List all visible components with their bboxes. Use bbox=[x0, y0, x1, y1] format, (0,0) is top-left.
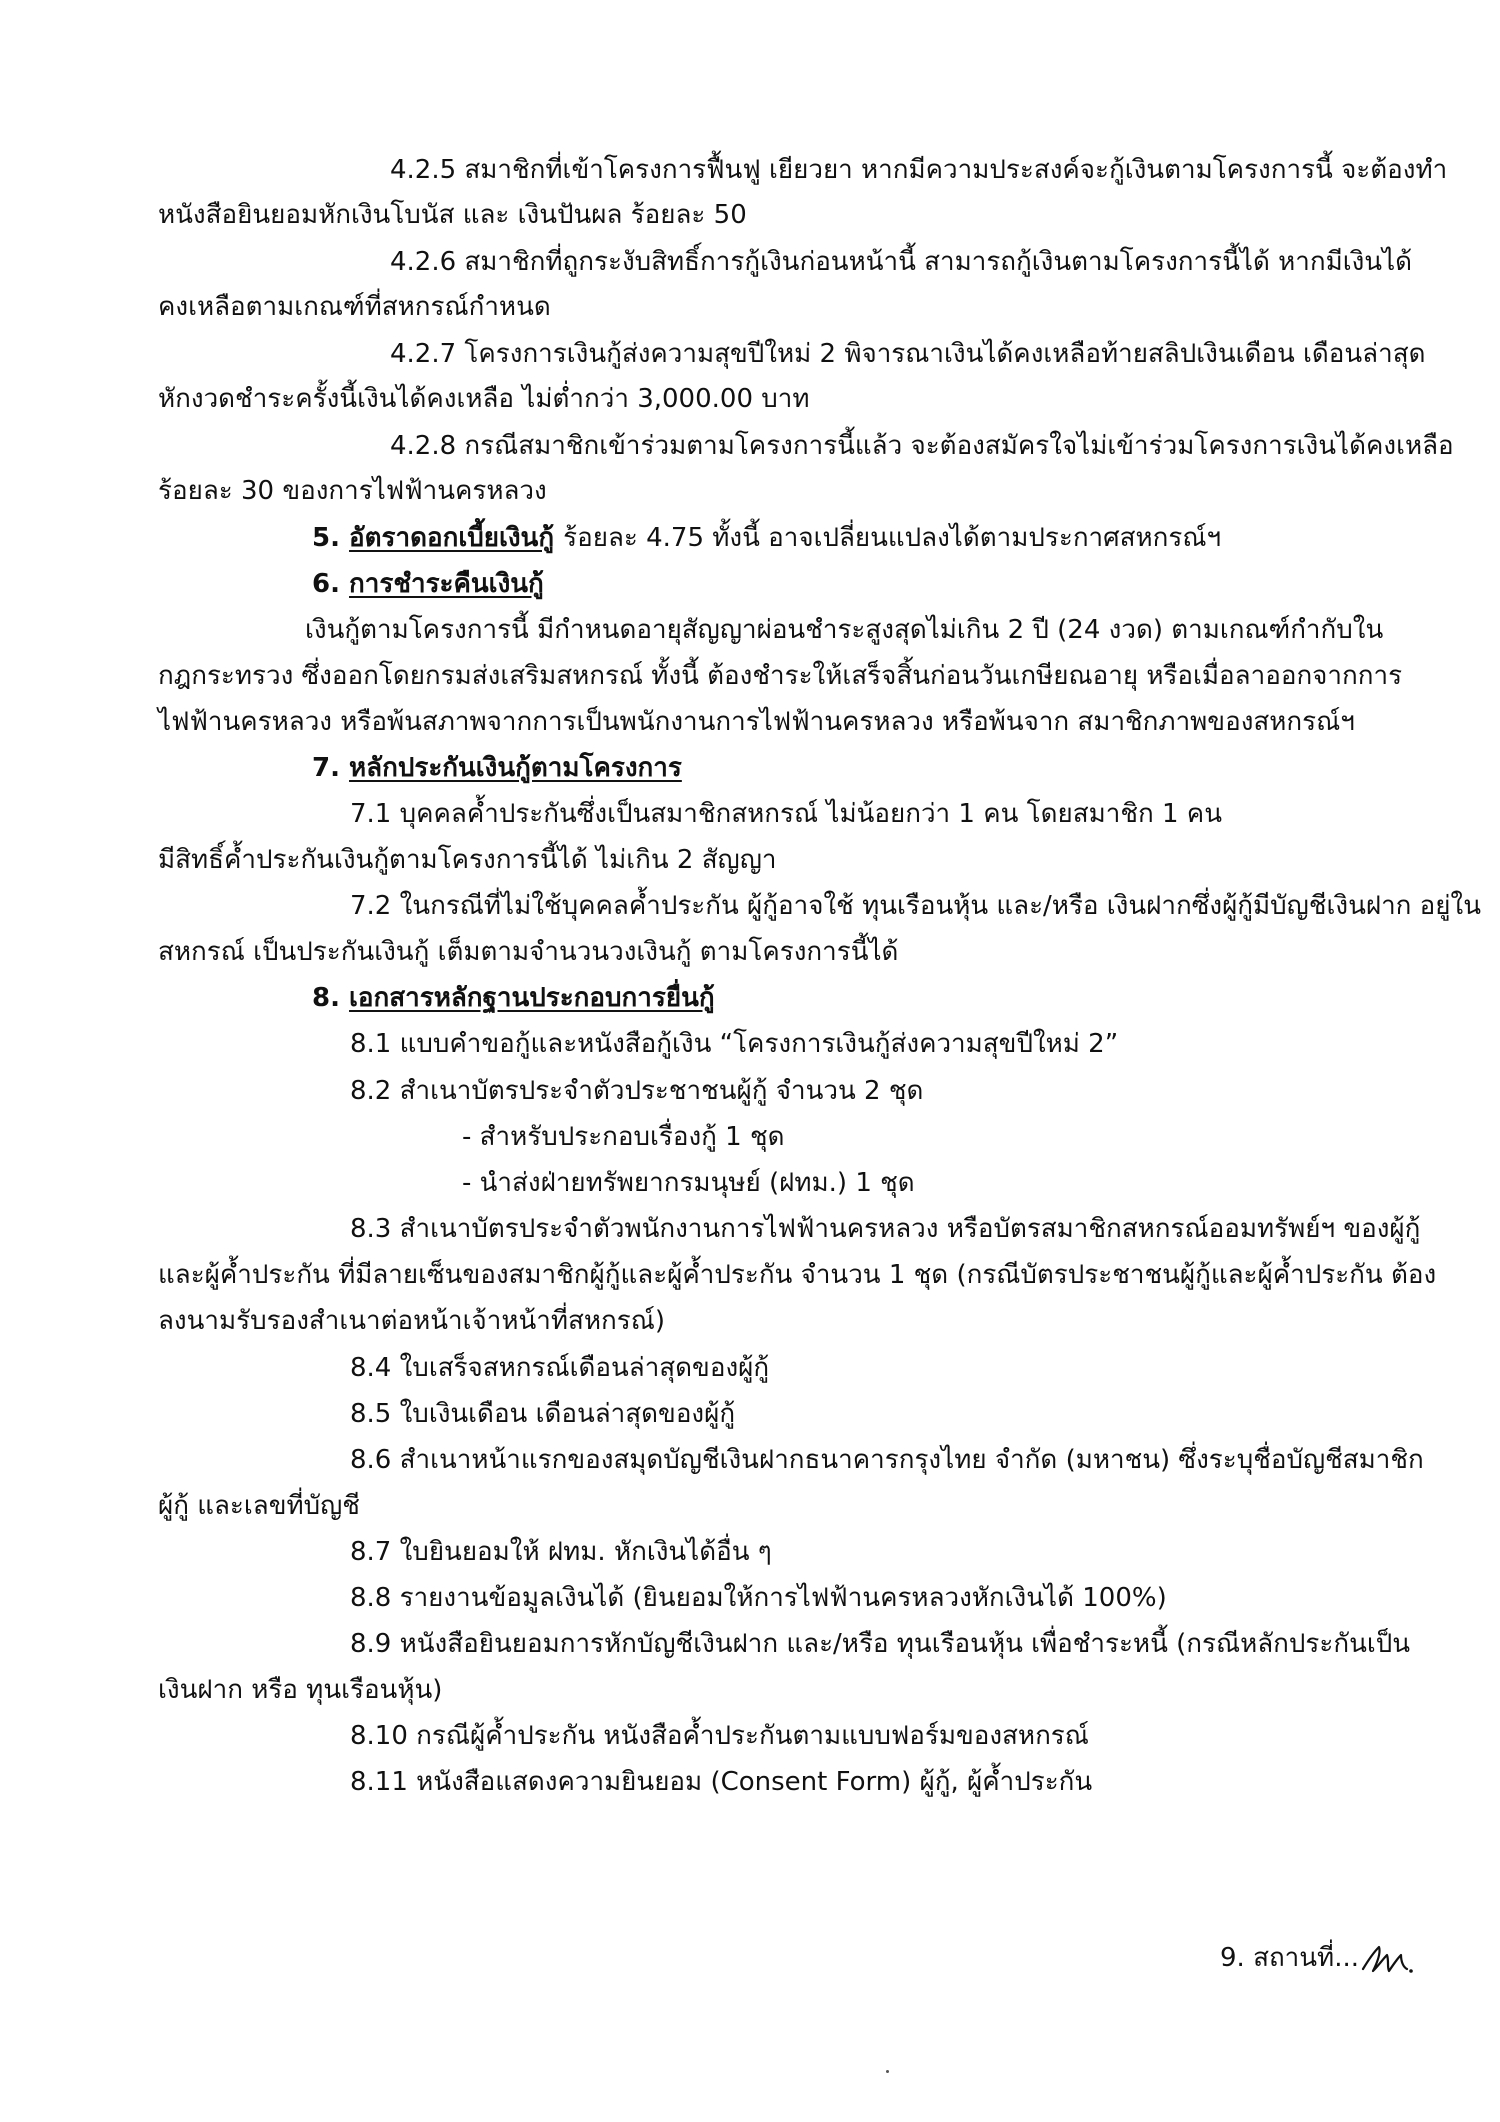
scan-speck bbox=[886, 2070, 889, 2073]
item-8-3-line-2: และผู้ค้ำประกัน ที่มีลายเซ็นของสมาชิกผู้กู้และผู้ค้ำประกัน จำนวน 1 ชุด (กรณีบัตรประชาชนผู้กู้และผู้ค้ำประกัน ต้อง bbox=[158, 1260, 1437, 1290]
item-8-1: 8.1 แบบคำขอกู้และหนังสือกู้เงิน “โครงการเงินกู้ส่งความสุขปีใหม่ 2” bbox=[350, 1029, 1119, 1059]
item-8-2-sub-1: - สำหรับประกอบเรื่องกู้ 1 ชุด bbox=[462, 1122, 785, 1152]
clause-4-2-8-line-2: ร้อยละ 30 ของการไฟฟ้านครหลวง bbox=[158, 476, 547, 506]
clause-7-2-line-1: 7.2 ในกรณีที่ไม่ใช้บุคคลค้ำประกัน ผู้กู้อาจใช้ ทุนเรือนหุ้น และ/หรือ เงินฝากซึ่งผู้กู้มีบัญชีเงินฝาก อยู่ใน bbox=[350, 891, 1481, 921]
clause-4-2-5-line-1: 4.2.5 สมาชิกที่เข้าโครงการฟื้นฟู เยียวยา หากมีความประสงค์จะกู้เงินตามโครงการนี้ จะต้องทำ bbox=[390, 155, 1448, 185]
item-8-9-line-2: เงินฝาก หรือ ทุนเรือนหุ้น) bbox=[158, 1675, 443, 1705]
section-7-title: หลักประกันเงินกู้ตามโครงการ bbox=[349, 753, 682, 783]
item-8-2-sub-2: - นำส่งฝ่ายทรัพยากรมนุษย์ (ฝทม.) 1 ชุด bbox=[462, 1168, 915, 1198]
item-8-2: 8.2 สำเนาบัตรประจำตัวประชาชนผู้กู้ จำนวน 2 ชุด bbox=[350, 1076, 924, 1106]
continuation-text: 9. สถานที่... bbox=[1220, 1943, 1359, 1973]
clause-4-2-6-line-1: 4.2.6 สมาชิกที่ถูกระงับสิทธิ์การกู้เงินก่อนหน้านี้ สามารถกู้เงินตามโครงการนี้ได้ หากมีเงินได้ bbox=[390, 247, 1413, 277]
section-5-number: 5. bbox=[312, 523, 340, 553]
section-6-para-line-1: เงินกู้ตามโครงการนี้ มีกำหนดอายุสัญญาผ่อนชำระสูงสุดไม่เกิน 2 ปี (24 งวด) ตามเกณฑ์กำกับใน bbox=[305, 615, 1384, 645]
clause-4-2-5-line-2: หนังสือยินยอมหักเงินโบนัส และ เงินปันผล ร้อยละ 50 bbox=[158, 200, 747, 230]
clause-4-2-7-line-1: 4.2.7 โครงการเงินกู้ส่งความสุขปีใหม่ 2 พิจารณาเงินได้คงเหลือท้ายสลิปเงินเดือน เดือนล่าสุด bbox=[390, 339, 1426, 369]
section-7-heading bbox=[312, 750, 682, 786]
item-8-3-line-3: ลงนามรับรองสำเนาต่อหน้าเจ้าหน้าที่สหกรณ์) bbox=[158, 1306, 665, 1336]
section-7-number: 7. bbox=[312, 753, 340, 783]
clause-4-2-7-line-2: หักงวดชำระครั้งนี้เงินได้คงเหลือ ไม่ต่ำกว่า 3,000.00 บาท bbox=[158, 384, 810, 414]
section-6-para-line-2: กฎกระทรวง ซึ่งออกโดยกรมส่งเสริมสหกรณ์ ทั้งนี้ ต้องชำระให้เสร็จสิ้นก่อนวันเกษียณอายุ หรือเมื่อลาออกจากการ bbox=[158, 661, 1403, 691]
item-8-5: 8.5 ใบเงินเดือน เดือนล่าสุดของผู้กู้ bbox=[350, 1399, 736, 1429]
section-8-number: 8. bbox=[312, 983, 340, 1013]
section-6-number: 6. bbox=[312, 569, 340, 599]
clause-4-2-6-line-2: คงเหลือตามเกณฑ์ที่สหกรณ์กำหนด bbox=[158, 292, 551, 322]
item-8-7: 8.7 ใบยินยอมให้ ฝทม. หักเงินได้อื่น ๆ bbox=[350, 1537, 772, 1567]
item-8-3-line-1: 8.3 สำเนาบัตรประจำตัวพนักงานการไฟฟ้านครหลวง หรือบัตรสมาชิกสหกรณ์ออมทรัพย์ฯ ของผู้กู้ bbox=[350, 1214, 1421, 1244]
item-8-6-line-2: ผู้กู้ และเลขที่บัญชี bbox=[158, 1491, 360, 1521]
section-6-heading bbox=[312, 566, 544, 602]
item-8-11: 8.11 หนังสือแสดงความยินยอม (Consent Form) ผู้กู้, ผู้ค้ำประกัน bbox=[350, 1767, 1093, 1797]
item-8-10: 8.10 กรณีผู้ค้ำประกัน หนังสือค้ำประกันตามแบบฟอร์มของสหกรณ์ bbox=[350, 1721, 1089, 1751]
clause-7-1-line-2: มีสิทธิ์ค้ำประกันเงินกู้ตามโครงการนี้ได้ ไม่เกิน 2 สัญญา bbox=[158, 845, 777, 875]
section-5-title: อัตราดอกเบี้ยเงินกู้ bbox=[349, 523, 555, 553]
section-5-heading bbox=[312, 520, 1221, 556]
item-8-9-line-1: 8.9 หนังสือยินยอมการหักบัญชีเงินฝาก และ/หรือ ทุนเรือนหุ้น เพื่อชำระหนี้ (กรณีหลักประกันเป็น bbox=[350, 1629, 1411, 1659]
clause-7-1-line-1: 7.1 บุคคลค้ำประกันซึ่งเป็นสมาชิกสหกรณ์ ไม่น้อยกว่า 1 คน โดยสมาชิก 1 คน bbox=[350, 799, 1222, 829]
clause-7-2-line-2: สหกรณ์ เป็นประกันเงินกู้ เต็มตามจำนวนวงเงินกู้ ตามโครงการนี้ได้ bbox=[158, 937, 899, 967]
section-5-text: ร้อยละ 4.75 ทั้งนี้ อาจเปลี่ยนแปลงได้ตามประกาศสหกรณ์ฯ bbox=[563, 523, 1222, 553]
section-6-title: การชำระคืนเงินกู้ bbox=[349, 569, 544, 599]
section-8-heading bbox=[312, 980, 715, 1016]
clause-4-2-8-line-1: 4.2.8 กรณีสมาชิกเข้าร่วมตามโครงการนี้แล้ว จะต้องสมัครใจไม่เข้าร่วมโครงการเงินได้คงเหลือ bbox=[390, 431, 1454, 461]
item-8-4: 8.4 ใบเสร็จสหกรณ์เดือนล่าสุดของผู้กู้ bbox=[350, 1353, 770, 1383]
item-8-8: 8.8 รายงานข้อมูลเงินได้ (ยินยอมให้การไฟฟ้านครหลวงหักเงินได้ 100%) bbox=[350, 1583, 1167, 1613]
page-continuation bbox=[1220, 1940, 1415, 1977]
section-8-title: เอกสารหลักฐานประกอบการยื่นกู้ bbox=[349, 983, 715, 1013]
section-6-para-line-3: ไฟฟ้านครหลวง หรือพ้นสภาพจากการเป็นพนักงานการไฟฟ้านครหลวง หรือพ้นจาก สมาชิกภาพของสหกรณ์ฯ bbox=[158, 707, 1355, 737]
handwritten-initial-icon bbox=[1359, 1941, 1415, 1977]
item-8-6-line-1: 8.6 สำเนาหน้าแรกของสมุดบัญชีเงินฝากธนาคารกรุงไทย จำกัด (มหาชน) ซึ่งระบุชื่อบัญชีสมาชิก bbox=[350, 1445, 1424, 1475]
